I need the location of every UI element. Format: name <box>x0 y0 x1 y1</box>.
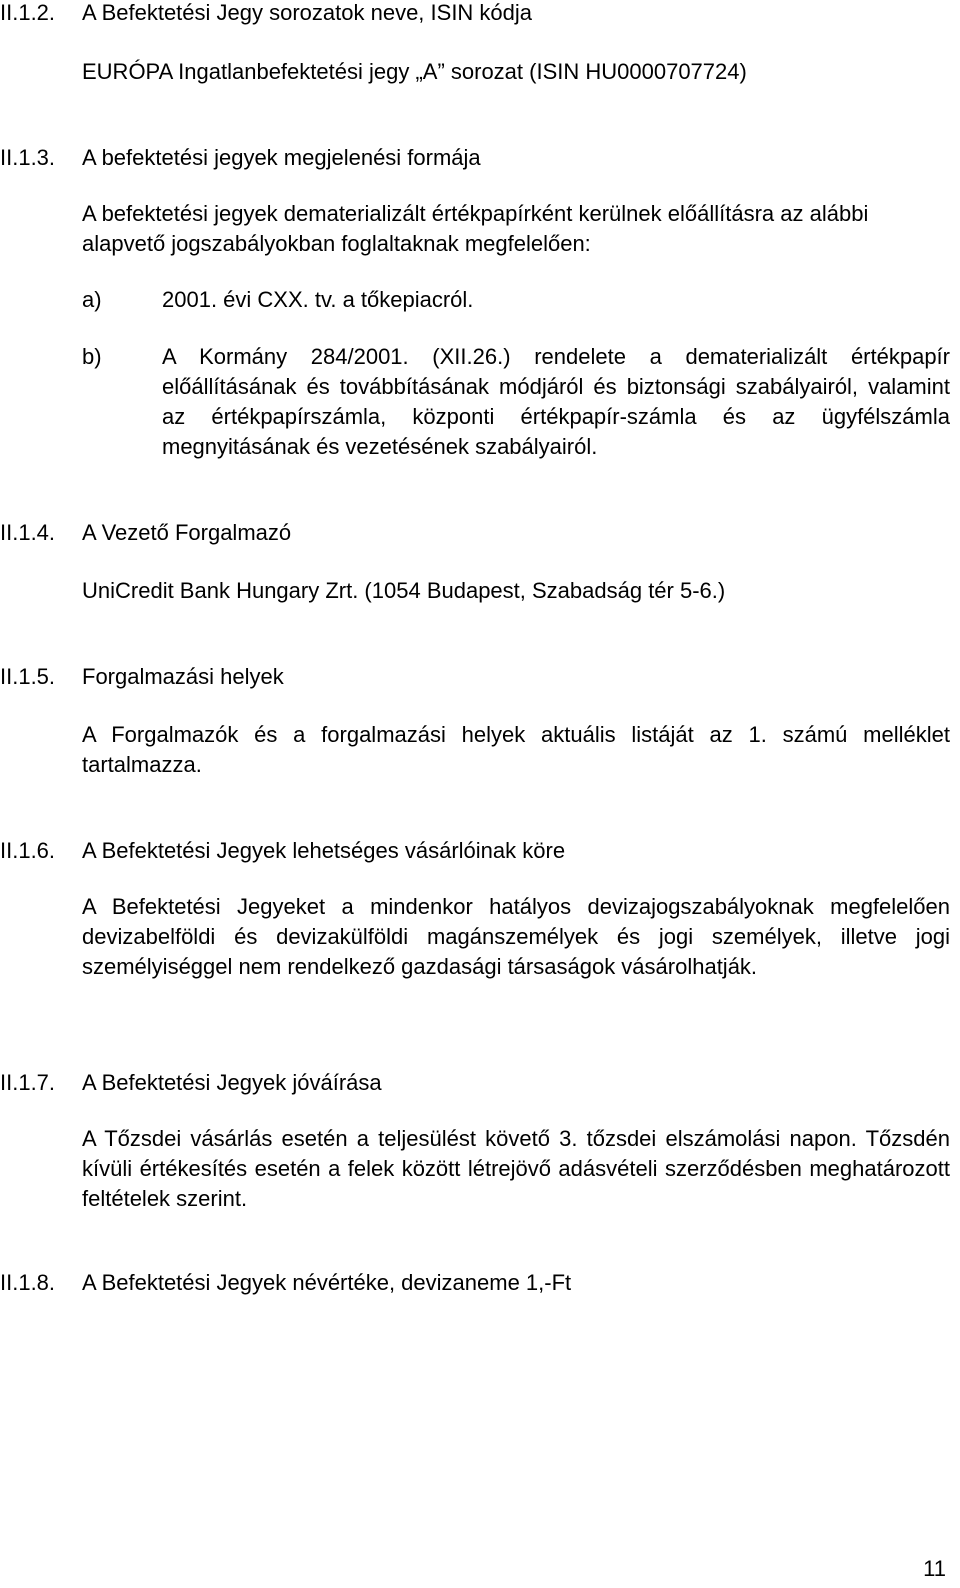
section-number: II.1.2. <box>0 0 56 25</box>
list-text: A Kormány 284/2001. (XII.26.) rendelete a dematerializált értékpapír előállításának és továbbításának módjáról és biztonsági szabályairól, valamint az értékpapírszámla, központi értékpapír-számla és az ügyfélszámla megnyitásának és vezetésének szabályairól. <box>162 344 950 459</box>
section-number: II.1.3. <box>0 145 56 170</box>
places-paragraph: A Forgalmazók és a forgalmazási helyek aktuális listáját az 1. számú melléklet tartalmazza. <box>82 722 950 777</box>
list-marker: a) <box>82 287 102 312</box>
section-title: A Befektetési Jegyek lehetséges vásárlóinak köre <box>82 838 566 863</box>
section-heading-ii-1-8 <box>0 1268 950 1298</box>
section-title: Forgalmazási helyek <box>82 664 284 689</box>
page-number: 11 <box>923 1556 946 1581</box>
section-number: II.1.6. <box>0 838 56 863</box>
section-heading-ii-1-2 <box>0 0 950 28</box>
section-heading-ii-1-4 <box>0 518 950 548</box>
crediting-paragraph: A Tőzsdei vásárlás esetén a teljesülést követő 3. tőzsdei elszámolási napon. Tőzsdén kívüli értékesítés esetén a felek között létrejövő adásvételi szerződésben meghatározott feltételek szerint. <box>82 1126 950 1211</box>
buyers-paragraph: A Befektetési Jegyeket a mindenkor hatályos devizajogszabályoknak megfelelően devizabelföldi és devizakülföldi magánszemélyek és jogi személyek, illetve jogi személyiséggel nem rendelkező gazdasági társaságok vásárolhatják. <box>82 894 950 979</box>
section-heading-ii-1-7 <box>0 1068 950 1098</box>
section-title: A Befektetési Jegy sorozatok neve, ISIN kódja <box>82 0 533 25</box>
section-number: II.1.5. <box>0 664 56 689</box>
section-number: II.1.8. <box>0 1270 56 1295</box>
section-number: II.1.4. <box>0 520 56 545</box>
section-title: A befektetési jegyek megjelenési formája <box>82 145 481 170</box>
section-heading-ii-1-6 <box>0 836 950 866</box>
section-heading-ii-1-5 <box>0 662 950 692</box>
section-title: A Vezető Forgalmazó <box>82 520 292 545</box>
list-marker: b) <box>82 344 102 369</box>
section-heading-ii-1-3 <box>0 143 950 173</box>
list-text: 2001. évi CXX. tv. a tőkepiacról. <box>162 287 474 312</box>
section-title: A Befektetési Jegyek névértéke, devizaneme 1,-Ft <box>82 1270 572 1295</box>
distributor-text: UniCredit Bank Hungary Zrt. (1054 Budapest, Szabadság tér 5-6.) <box>82 578 726 603</box>
section-title: A Befektetési Jegyek jóváírása <box>82 1070 382 1095</box>
list-item <box>82 285 950 315</box>
section-number: II.1.7. <box>0 1070 56 1095</box>
form-paragraph: A befektetési jegyek dematerializált értékpapírként kerülnek előállításra az alábbi alapvető jogszabályokban foglaltaknak megfelelően: <box>82 201 869 256</box>
isin-text: EURÓPA Ingatlanbefektetési jegy „A” sorozat (ISIN HU0000707724) <box>82 59 747 84</box>
list-item <box>82 342 950 462</box>
